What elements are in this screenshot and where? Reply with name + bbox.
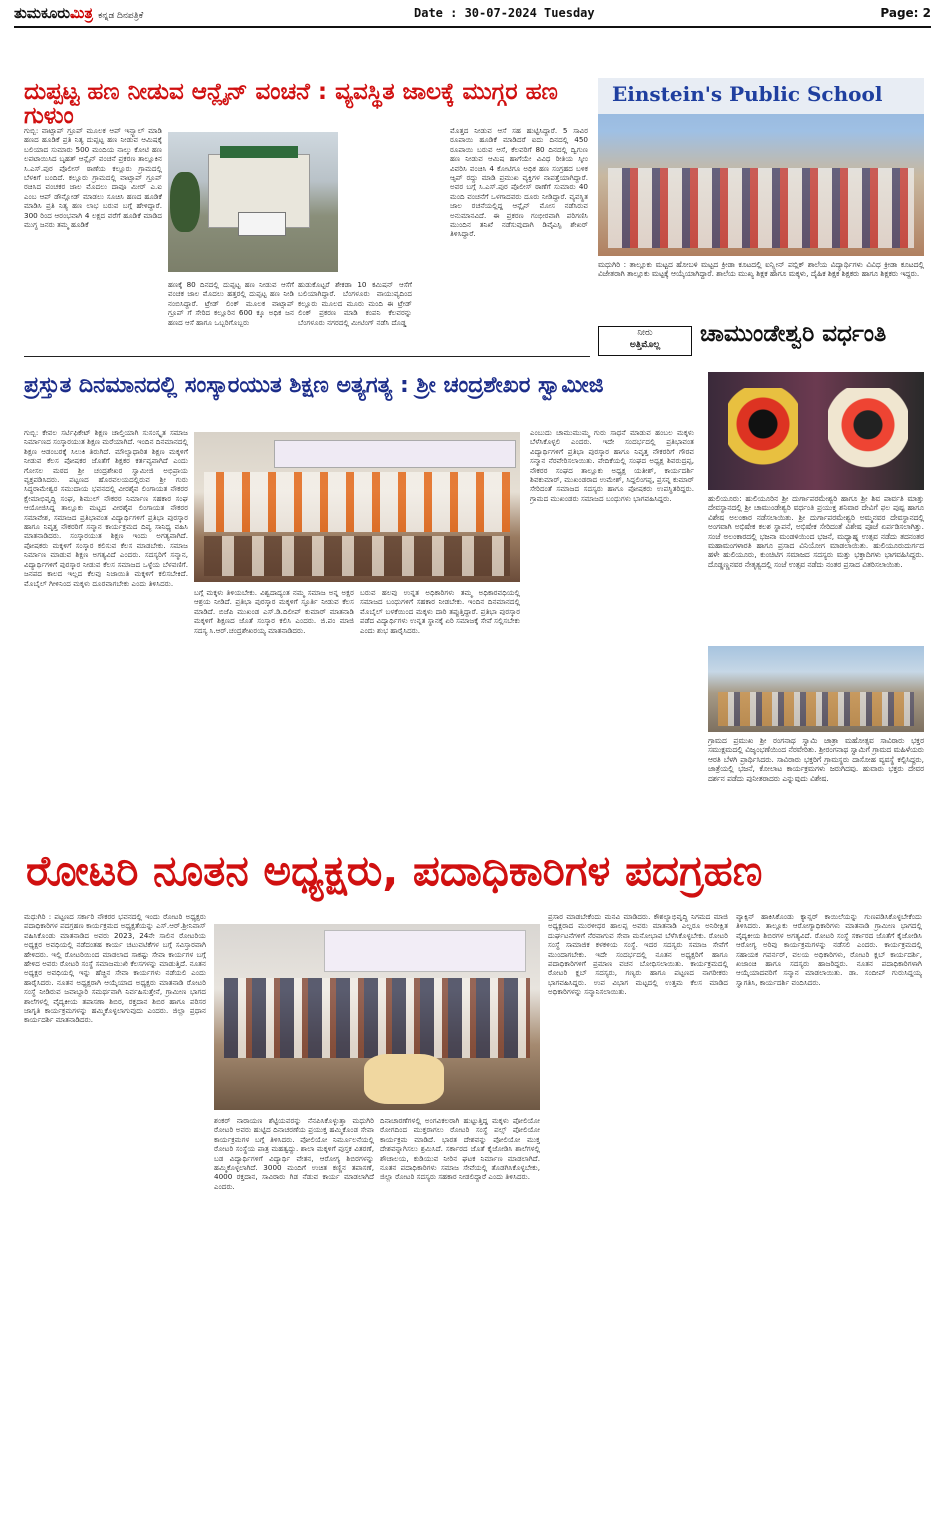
rotary-banner bbox=[324, 930, 526, 972]
story3-headline: ರೋಟರಿ ನೂತನ ಅಧ್ಯಕ್ಷರು, ಪದಾಧಿಕಾರಿಗಳ ಪದಗ್ರಹಣ bbox=[26, 846, 763, 895]
students-group bbox=[608, 168, 914, 248]
chamundeshwari-headline: ಚಾಮುಂಡೇಶ್ವರಿ ವರ್ಧಂತಿ bbox=[700, 321, 887, 347]
chamundeshwari-caption1: ಹುಲಿಯೂರು: ಹುಲಿಯೂರಿನ ಶ್ರೀ ದುರ್ಗಾಪರಮೇಶ್ವರಿ ಹಾಗೂ ಶ್ರೀ ಶಿವ ಪಾರ್ವತಿ ಮಾತ್ತು ದೇವಸ್ಥಾನದಲ್ಲಿ ಶ್ರೀ ಚಾಮುಂಡೇಶ್ವರಿ ವರ್ಧಂತಿ ಪ್ರಯುಕ್ತ ಶನಿವಾರ ದೇವಿಗೆ ಫಲ ಪುಷ್ಪ ಹಾಗೂ ವಿಶೇಷ ಅಲಂಕಾರ ನಡೆಸಲಾಯಿತು. ಶ್ರೀ ದುರ್ಗಾಪರಮೇಶ್ವರಿ ಅಮ್ಮನವರ ದೇವಸ್ಥಾನದಲ್ಲಿ ಅಂಗವಾಗಿ ಅಭಿಷೇಕ ಕಲಶ ಸ್ಥಾಪನೆ, ಅಭಿಷೇಕ ಸೇರಿದಂತೆ ವಿಶೇಷ ಪೂಜೆ ಏರ್ಪಡಿಸಲಾಗಿತ್ತು. ಸಂಜೆ ಅಲಂಕಾರದಲ್ಲಿ ಭಜನಾ ಮಂಡಳಿಯಿಂದ ಭಜನೆ, ಮಧ್ಯಾಹ್ನ ಉತ್ಸವ ನಡೆದು ತದನಂತರ ಮಹಾಮಂಗಳಾರತಿ ಹಾಗೂ ಪ್ರಸಾದ ವಿನಿಯೋಗ ಮಾಡಲಾಯಿತು. ಹುಲಿಯೂರುದುರ್ಗದ ಹಳೇ ಹುಲಿಯೂರು, ಕುಂಚಿಟಿಗ ಸಮಾಜದ ಸದಸ್ಯರು ಮತ್ತು ಭಕ್ತಾದಿಗಳು ಭಾಗವಹಿಸಿದ್ದರು. ದೊಡ್ಡಣ್ಣನವರ ನೇತೃತ್ವದಲ್ಲಿ ಸಂಜೆ ಉತ್ಸವ ನಡೆದು ನಂತರ ಪ್ರಸಾದ ವಿತರಿಸಲಾಯಿತು. bbox=[708, 494, 924, 569]
school-caption: ಮಧುಗಿರಿ : ತಾಲ್ಲೂಕು ಮಟ್ಟದ ಹೋಬಳಿ ಮಟ್ಟದ ಕ್ರೀಡಾ ಕೂಟದಲ್ಲಿ ಐನ್ಸ್ಟೀನ್ ಪಬ್ಲಿಕ್ ಶಾಲೆಯ ವಿದ್ಯಾರ್ಥಿಗಳು ವಿವಿಧ ಕ್ರೀಡಾ ಕೂಟದಲ್ಲಿ ವಿಜೇತರಾಗಿ ತಾಲ್ಲೂಕು ಮಟ್ಟಕ್ಕೆ ಆಯ್ಕೆಯಾಗಿದ್ದಾರೆ. ಶಾಲೆಯ ಮುಖ್ಯ ಶಿಕ್ಷಕ ಹಾಗೂ ಮಕ್ಕಳು, ದೈಹಿಕ ಶಿಕ್ಷಕ ಶಿಕ್ಷಕರು ಹಾಗೂ ಶಿಕ್ಷಕರು ಇದ್ದರು. bbox=[598, 260, 924, 279]
deity-left bbox=[728, 388, 798, 478]
station-sign bbox=[220, 146, 298, 158]
police-station-photo bbox=[168, 132, 338, 272]
story3-col3: ದಿನಾಚಾರಣೆಗಳಲ್ಲಿ ಅಂಗವಿಕಲರಾಗಿ ಹುಟ್ಟುತ್ತಿದ್ದ ಮಕ್ಕಳು ಪೋಲಿಯೋ ರೋಗದಿಂದ ಮುಕ್ತರಾಗಲು ರೋಟರಿ ಸಂಸ್ಥೆ ಪಲ್ಸ್ ಪೋಲಿಯೋ ಕಾರ್ಯಕ್ರಮ ಮಾಡಿದೆ. ಭಾರತ ದೇಶವನ್ನು ಪೋಲಿಯೋ ಮುಕ್ತ ದೇಶವನ್ನಾಗಿಸಲು ಶ್ರಮಿಸಿದೆ. ಸರ್ಕಾರದ ಜೊತೆ ಕೈಜೋಡಿಸಿ ಶಾಲೆಗಳಲ್ಲಿ ಶೌಚಾಲಯ, ಕುಡಿಯುವ ನೀರಿನ ಘಟಕ ನಿರ್ಮಾಣ ಮಾಡಲಾಗಿದೆ. ನೂತನ ಪದಾಧಿಕಾರಿಗಳು ಸಮಾಜ ಸೇವೆಯಲ್ಲಿ ತೊಡಗಿಸಿಕೊಳ್ಳಬೇಕು, ಜಿಲ್ಲಾ ರೋಟರಿ ಸದಸ್ಯರು ಸಹಕಾರ ನೀಡಲಿದ್ದಾರೆ ಎಂದು ತಿಳಿಸಿದರು. bbox=[380, 1116, 540, 1182]
issue-date: Date : 30-07-2024 Tuesday bbox=[414, 6, 595, 20]
logo-part1: ತುಮಕೂರು bbox=[14, 4, 71, 22]
swamiji-event-photo bbox=[194, 432, 520, 582]
story1-col2: ಹಣಕ್ಕೆ 80 ದಿನದಲ್ಲಿ ದುಪ್ಪಟ್ಟ ಹಣ ನೀಡುವ ಆಸೆಗೆ ವಂಚಕ ಜಾಲ ಮೊದಲು ಹತ್ತರಲ್ಲಿ ದುಪ್ಪಟ್ಟ ಹಣ ನೀಡಿ ನಂಬಿಸಿದ್ದಾರೆ. ಟ್ರೇಡ್ ಲಿಂಕ್ ಮೂಲಕ ವಾಟ್ಸಾಪ್ ಗ್ರೂಪ್ ಗೆ ಸೇರಿದ ಕಲ್ಲೂರಿನ 600 ಕ್ಕೂ ಅಧಿಕ ಜನ ಹಣದ ಆಸೆ ಹಾಗೂ ಒಬ್ಬರಿಗೊಬ್ಬರು bbox=[168, 280, 294, 327]
chamundeshwari-caption2: ಗ್ರಾಮದ ಪ್ರಮುಖ ಶ್ರೀ ರಂಗನಾಥ ಸ್ವಾಮಿ ಜಾತ್ರಾ ಮಹೋತ್ಸವ ಸಾವಿರಾರು ಭಕ್ತರ ಸಮುಕ್ಷಮದಲ್ಲಿ ವಿಜೃಂಭಣೆಯಿಂದ ನೆರವೇರಿತು. ಶ್ರೀರಂಗನಾಥ ಸ್ವಾಮಿಗೆ ಗ್ರಾಮದ ಮಹಿಳೆಯರು ಆರತಿ ಬೆಳಗಿ ಪ್ರಾರ್ಥಿಸಿದರು. ಸಾವಿರಾರು ಭಕ್ತರಿಗೆ ಗ್ರಾಮಸ್ಥರು ದಾಸೋಹ ವ್ಯವಸ್ಥೆ ಕಲ್ಪಿಸಿದ್ದರು, ಜಾತ್ರೆಯಲ್ಲಿ ಭಜನೆ, ಕೋಲಾಟ ಕಾರ್ಯಕ್ರಮಗಳು ಜರುಗಿದವು. ಹುವಾರು ಭಕ್ತರು ದೇವರ ದರ್ಶನ ಪಡೆದು ಪುನೀತರಾದರು ಎನ್ನುವುದು ವಿಶೇಷ. bbox=[708, 736, 924, 783]
school-sign: Einstein's Public School bbox=[612, 82, 883, 106]
deity-photo bbox=[708, 372, 924, 490]
masthead-logo bbox=[14, 4, 143, 22]
section-divider bbox=[24, 356, 590, 357]
story2-headline: ಪ್ರಸ್ತುತ ದಿನಮಾನದಲ್ಲಿ ಸಂಸ್ಕಾರಯುತ ಶಿಕ್ಷಣ ಅತ್ಯಗತ್ಯ : ಶ್ರೀ ಚಂದ್ರಶೇಖರ ಸ್ವಾಮೀಜಿ bbox=[24, 373, 604, 398]
columnist-box-line1: ನೀರು bbox=[637, 328, 653, 338]
story1-col1: ಗುಬ್ಬಿ: ವಾಟ್ಸಾಪ್ ಗ್ರೂಪ್ ಮೂಲಕ ಆಪ್ ಇನ್ಸ್ಟಾಲ್ ಮಾಡಿ ಹಣದ ಹೂಡಿಕೆ ಪ್ರತಿ ನಿತ್ಯ ದುಪ್ಪಟ್ಟ ಹಣ ನೀಡುವ ಆಮಿಷಕ್ಕೆ ಬಲಿಯಾದ ಸುಮಾರು 500 ಮಂದಿಯ ನಾಲ್ಕು ಕೋಟಿ ಹಣ ಲಪಟಾಯಿಸಿದ ಬೃಹತ್ ಆನ್ಲೈನ್ ವಂಚನೆ ಪ್ರಕರಣ ತಾಲ್ಲೂಕಿನ ಸಿ.ಎಸ್.ಪುರ ಪೊಲೀಸ್ ಠಾಣೆಯ ಕಲ್ಲೂರು ಗ್ರಾಮದಲ್ಲಿ ಬೆಳಕಿಗೆ ಬಂದಿದೆ. ಕಲ್ಲೂರು ಗ್ರಾಮದಲ್ಲಿ ವಾಟ್ಸಾಪ್ ಗ್ರೂಪ್ ರಚಿಸಿದ ವಂಚಕರ ಜಾಲ ಮೊದಲು ದಾವೂ ಮೀರ್ ಎ.ಐ ಎಂಬ ಆಪ್ ಡೌನ್ಲೋಡ್ ಮಾಡಲು ಸೂಚಿಸಿ ಹಣದ ಹೂಡಿಕೆ ಮಾಡಿಸಿ ಪ್ರತಿ ನಿತ್ಯ ಹಣ ಲಾಭ ಬರುವ ಬಗ್ಗೆ ಹೇಳಿದ್ದಾರೆ. 300 ರಿಂದ ಆರಂಭವಾಗಿ 4 ಲಕ್ಷದ ವರೆಗೆ ಹೂಡಿಕೆ ಮಾಡಿದ ಮುಗ್ಧ ಜನರು ತಮ್ಮ ಹೂಡಿಕೆ bbox=[24, 126, 162, 230]
seated-row bbox=[204, 536, 510, 576]
story3-col2: ಶಂಕರ್ ನಾರಾಯಣ ಶೆಟ್ಟಿಯವರನ್ನು ನೆನಪಿಸಿಕೊಳ್ಳುತ್ತಾ ಮಧುಗಿರಿ ರೋಟರಿ ಅವರು ಹುಟ್ಟಿದ ದಿನಾಚರಣೆಯ ಪ್ರಯುಕ್ತ ಹಮ್ಮಿಕೊಂಡ ಸೇವಾ ಕಾರ್ಯಕ್ರಮಗಳ ಬಗ್ಗೆ ತಿಳಿಸಿದರು. ಪೋಲಿಯೋ ನಿರ್ಮೂಲನೆಯಲ್ಲಿ ರೋಟರಿ ಸಂಸ್ಥೆಯ ಪಾತ್ರ ಮಹತ್ವದ್ದು. ಶಾಲಾ ಮಕ್ಕಳಿಗೆ ಪುಸ್ತಕ ವಿತರಣೆ, ಬಡ ವಿದ್ಯಾರ್ಥಿಗಳಿಗೆ ವಿದ್ಯಾರ್ಥಿ ವೇತನ, ಆರೋಗ್ಯ ಶಿಬಿರಗಳನ್ನು ಹಮ್ಮಿಕೊಳ್ಳಲಾಗಿದೆ. 3000 ಮಂದಿಗೆ ಉಚಿತ ಕಣ್ಣಿನ ತಪಾಸಣೆ, 4000 ರಕ್ತದಾನ, ಸಾವಿರಾರು ಗಿಡ ನೆಡುವ ಕಾರ್ಯ ಮಾಡಲಾಗಿದೆ ಎಂದರು. bbox=[214, 1116, 374, 1191]
rotary-event-photo bbox=[214, 924, 540, 1110]
story1-col3: ಹುಡುಕೊಟ್ಟರೆ ಶೇಕಡಾ 10 ಕಮಿಷನ್ ಆಸೆಗೆ ಬಲಿಯಾಗಿದ್ದಾರೆ. ಬೆಂಗಳೂರು ವಾಯುವ್ಯದಿಂದ ಕಲ್ಲೂರು ಮೂಲದ ಮೂರು ಮಂದಿ ಈ ಟ್ರೇಡ್ ಲಿಂಕ್ ಪ್ರಕರಣ ಮಾಡಿ ಕಂಪನಿ ಕೆಲವರನ್ನು ಬೆಂಗಳೂರು ನಗರದಲ್ಲಿ ಮೀಟಿಂಗ್ ನಡೆಸಿ ದೊಡ್ಡ bbox=[298, 280, 412, 327]
jatra-photo bbox=[708, 646, 924, 732]
logo-sub: ಕನ್ನಡ ದಿನಪತ್ರಿಕೆ bbox=[98, 11, 144, 21]
logo-part2: ಮಿತ್ರ bbox=[70, 4, 93, 22]
guests-row bbox=[204, 472, 510, 532]
event-banner bbox=[274, 440, 516, 468]
page-number: Page: 2 bbox=[880, 6, 931, 20]
masthead bbox=[14, 4, 931, 28]
story3-col5: ವ್ಯಾಕ್ಸಿನ್ ಹಾಕಿಸಿಕೊಂಡು ಕ್ಯಾನ್ಸರ್ ಕಾಯಿಲೆಯನ್ನು ಗುಣಪಡಿಸಿಕೊಳ್ಳಬೇಕೆಂದು ತಿಳಿಸಿದರು. ತಾಲ್ಲೂಕು ಆರೋಗ್ಯಾಧಿಕಾರಿಗಳು ಮಾತನಾಡಿ ಗ್ರಾಮೀಣ ಭಾಗದಲ್ಲಿ ವೈದ್ಯಕೀಯ ಶಿಬಿರಗಳ ಅಗತ್ಯವಿದೆ. ರೋಟರಿ ಸಂಸ್ಥೆ ಸರ್ಕಾರದ ಜೊತೆಗೆ ಕೈಜೋಡಿಸಿ ಆರೋಗ್ಯ ಅರಿವು ಕಾರ್ಯಕ್ರಮಗಳನ್ನು ನಡೆಸಲಿ ಎಂದರು. ಕಾರ್ಯಕ್ರಮದಲ್ಲಿ ಸಹಾಯಕ ಗವರ್ನರ್, ವಲಯ ಅಧಿಕಾರಿಗಳು, ರೋಟರಿ ಕ್ಲಬ್ ಕಾರ್ಯದರ್ಶಿ, ಖಜಾಂಚಿ ಹಾಗೂ ಸದಸ್ಯರು ಹಾಜರಿದ್ದರು. ನೂತನ ಪದಾಧಿಕಾರಿಗಳಾಗಿ ಆಯ್ಕೆಯಾದವರಿಗೆ ಸನ್ಮಾನ ಮಾಡಲಾಯಿತು. ಡಾ. ಸಂದೀಪ್ ಗುರುಸಿದ್ದಯ್ಯ ಸ್ವಾಗತಿಸಿ, ಕಾರ್ಯದರ್ಶಿ ವಂದಿಸಿದರು. bbox=[736, 912, 922, 987]
honoured-guests bbox=[364, 1054, 444, 1104]
story2-col3: ಬರುವ ಹಲವು ಉನ್ನತ ಅಧಿಕಾರಿಗಳು ತಮ್ಮ ಅಧಿಕಾರವಧಿಯಲ್ಲಿ ಸಮಾಜದ ಬಂಧುಗಳಿಗೆ ಸಹಕಾರ ನೀಡಬೇಕು. ಇಂದಿನ ದಿನಮಾನದಲ್ಲಿ ಮೊಬೈಲ್ ಬಳಕೆಯಿಂದ ಮಕ್ಕಳು ದಾರಿ ತಪ್ಪುತ್ತಿದ್ದಾರೆ. ಪ್ರತಿಭಾ ಪುರಸ್ಕಾರ ಪಡೆದ ವಿದ್ಯಾರ್ಥಿಗಳು ಉನ್ನತ ಸ್ಥಾನಕ್ಕೆ ಏರಿ ಸಮಾಜಕ್ಕೆ ಸೇವೆ ಸಲ್ಲಿಸಬೇಕು ಎಂದು ಶುಭ ಹಾರೈಸಿದರು. bbox=[360, 588, 520, 635]
rotary-members bbox=[224, 978, 530, 1058]
story2-col2: ಬಗ್ಗೆ ಮಕ್ಕಳು ತಿಳಿಯಬೇಕು. ವಿಶ್ವದಾದ್ಯಂತ ನಮ್ಮ ಸಮಾಜ ಅನ್ನ ಅಕ್ಷರ ಆಶ್ರಯ ನೀಡಿದೆ. ಪ್ರತಿಭಾ ಪುರಸ್ಕಾರ ಮಕ್ಕಳಿಗೆ ಸ್ಫೂರ್ತಿ ನೀಡುವ ಕೆಲಸ ಮಾಡಿದೆ. ಬಿಜೆಪಿ ಮುಖಂಡ ಎಸ್.ಡಿ.ದಿಲೀಪ್ ಕುಮಾರ್ ಮಾತನಾಡಿ ಮಕ್ಕಳಿಗೆ ಶಿಕ್ಷಣದ ಜೊತೆ ಸಂಸ್ಕಾರ ಕಲಿಸಿ ಎಂದರು. ಜಿ.ಪಂ ಮಾಜಿ ಸದಸ್ಯ ಸಿ.ಆರ್.ಚಂದ್ರಶೇಖರಯ್ಯ ಮಾತನಾಡಿದರು. bbox=[194, 588, 354, 635]
story1-headline: ದುಪ್ಪಟ್ಟ ಹಣ ನೀಡುವ ಆನ್ಲೈನ್ ವಂಚನೆ : ವ್ಯವಸ್ಥಿತ ಜಾಲಕ್ಕೆ ಮುಗ್ಗರ ಹಣ ಗುಳುಂ bbox=[24, 79, 558, 130]
deity-right bbox=[828, 388, 908, 480]
story3-col1: ಮಧುಗಿರಿ : ಪಟ್ಟಣದ ಸರ್ಕಾರಿ ನೌಕರರ ಭವನದಲ್ಲಿ ಇಂದು ರೋಟರಿ ಅಧ್ಯಕ್ಷರು ಪದಾಧಿಕಾರಿಗಳ ಪದಗ್ರಹಣ ಕಾರ್ಯಕ್ರಮದ ಅಧ್ಯಕ್ಷತೆಯನ್ನು ಎಸ್.ಆರ್.ಶ್ರೀನಿವಾಸ್ ವಹಿಸಿಕೊಂಡು ಮಾತನಾಡಿದ ಅವರು 2023, 24ನೇ ಸಾಲಿನ ರೋಟರಿಯ ಅಧ್ಯಕ್ಷರ ಅವಧಿಯಲ್ಲಿ ನಡೆದಂತಹ ಕಾರ್ಯ ಚಟುವಟಿಕೆಗಳ ಬಗ್ಗೆ ಸವಿಸ್ತಾರವಾಗಿ ಹೇಳಿದರು. ಇಲ್ಲಿ ರೋಟರಿಯಿಂದ ಮಾಡಲಾದ ಸಾಕಷ್ಟು ಸೇವಾ ಕಾರ್ಯಗಳ ಬಗ್ಗೆ ಹೇಳಿದ ಅವರು ರೋಟರಿ ಸಂಸ್ಥೆ ಸಮಾಜಮುಖಿ ಕೆಲಸಗಳನ್ನು ಮಾಡುತ್ತಿದೆ. ನೂತನ ಅಧ್ಯಕ್ಷರ ಅವಧಿಯಲ್ಲಿ ಇನ್ನು ಹೆಚ್ಚಿನ ಸೇವಾ ಕಾರ್ಯಗಳು ನಡೆಯಲಿ ಎಂದು ಹಾರೈಸಿದರು. ನೂತನ ಅಧ್ಯಕ್ಷರಾಗಿ ಆಯ್ಕೆಯಾದ ಅಧ್ಯಕ್ಷರು ಮಾತನಾಡಿ ರೋಟರಿ ಸಂಸ್ಥೆ ನೀಡಿರುವ ಜವಾಬ್ದಾರಿ ಸಮರ್ಥವಾಗಿ ನಿರ್ವಹಿಸುತ್ತೇನೆ, ಗ್ರಾಮೀಣ ಭಾಗದ ಶಾಲೆಗಳಲ್ಲಿ ವೈದ್ಯಕೀಯ ತಪಾಸಣಾ ಶಿಬಿರ, ರಕ್ತದಾನ ಶಿಬಿರ ಹಾಗೂ ಪರಿಸರ ಜಾಗೃತಿ ಕಾರ್ಯಕ್ರಮಗಳನ್ನು ಹಮ್ಮಿಕೊಳ್ಳಲಾಗುವುದು ಎಂದರು. ಜಿಲ್ಲಾ ಪ್ರಧಾನ ಕಾರ್ಯದರ್ಶಿ ಮಾತನಾಡಿದರು. bbox=[24, 912, 206, 1025]
story1-col4: ಮೊತ್ತದ ನೀಡುವ ಆಸೆ ಸಹ ಹುಟ್ಟಿಸಿದ್ದಾರೆ. 5 ಸಾವಿರ ರೂಪಾಯಿ ಹೂಡಿಕೆ ಮಾಡಿದರೆ ಐದು ದಿನದಲ್ಲಿ 450 ರೂಪಾಯಿ ಬರುವ ಆಸೆ, ಕೆಲವರಿಗೆ 80 ದಿನದಲ್ಲಿ ದ್ವಿಗುಣ ಹಣ ನೀಡುವ ಆಮಿಷ ಹಾಗೆಯೇ ವಿವಿಧ ರೀತಿಯ ಸ್ಕೀಂ ವಿವರಿಸಿ ವಂಚಿಸಿ 4 ಕೋಟಿಗೂ ಅಧಿಕ ಹಣ ಸಂಗ್ರಹದ ಬಳಿಕ ಆ್ಯಪ್ ರದ್ದು ಮಾಡಿ ಪ್ರಮುಖ ವ್ಯಕ್ತಿಗಳ ನಾಪತ್ತೆಯಾಗಿದ್ದಾರೆ. ಅವರ ಬಗ್ಗೆ ಸಿ.ಎಸ್.ಪುರ ಪೊಲೀಸ್ ಠಾಣೆಗೆ ಸುಮಾರು 40 ಮಂದಿ ವಂಚನೆಗೆ ಒಳಗಾದವರು ದೂರು ನೀಡಿದ್ದಾರೆ. ವ್ಯವಸ್ಥಿತ ಜಾಲ ರಚನೆಯಲ್ಲಿದ್ದ ಆನ್ಲೈನ್ ಮೋಸ ನಡೆಸಿರುವ ಅನುಮಾನವಿದೆ. ಈ ಪ್ರಕರಣ ಗಂಭೀರವಾಗಿ ಪರಿಗಣಿಸಿ ಮುಂದಿನ ತನಿಖೆ ನಡೆಸುವುದಾಗಿ ಡಿವೈಎಸ್ಪಿ ಶೇಖರ್ ತಿಳಿಸಿದ್ದಾರೆ. bbox=[450, 126, 588, 239]
police-vehicle bbox=[238, 212, 286, 236]
story3-col4: ಪ್ರಸಾರ ಮಾಡಬೇಕೆಂದು ಮನವಿ ಮಾಡಿದರು. ಕೌಶಲ್ಯಾಭಿವೃದ್ಧಿ ನಿಗಮದ ಮಾಜಿ ಅಧ್ಯಕ್ಷರಾದ ಮುರಳೀಧರ ಹಾಲಪ್ಪ ಅವರು ಮಾತನಾಡಿ ಎಲ್ಲರೂ ಅನಿರೀಕ್ಷಿತ ದುರ್ಘಟನೆಗಳಿಗೆ ನೆರವಾಗುವ ಸೇವಾ ಮನೋಭಾವ ಬೆಳೆಸಿಕೊಳ್ಳಬೇಕು. ರೋಟರಿ ಸಂಸ್ಥೆ ಸಾಮಾಜಿಕ ಕಳಕಳಿಯ ಸಂಸ್ಥೆ. ಇದರ ಸದಸ್ಯರು ಸಮಾಜ ಸೇವೆಗೆ ಮುಂದಾಗಬೇಕು. ಇದೇ ಸಂದರ್ಭದಲ್ಲಿ ನೂತನ ಅಧ್ಯಕ್ಷರಿಗೆ ಹಾಗೂ ಪದಾಧಿಕಾರಿಗಳಿಗೆ ಪ್ರಮಾಣ ವಚನ ಬೋಧಿಸಲಾಯಿತು. ಕಾರ್ಯಕ್ರಮದಲ್ಲಿ ರೋಟರಿ ಕ್ಲಬ್ ಸದಸ್ಯರು, ಗಣ್ಯರು ಹಾಗೂ ಪಟ್ಟಣದ ನಾಗರೀಕರು ಭಾಗವಹಿಸಿದ್ದರು. ಉಪ ವಿಭಾಗ ಮಟ್ಟದಲ್ಲಿ ಉತ್ತಮ ಕೆಲಸ ಮಾಡಿದ ಅಧಿಕಾರಿಗಳನ್ನು ಸನ್ಮಾನಿಸಲಾಯಿತು. bbox=[548, 912, 728, 997]
columnist-box-line2: ಅತ್ತಿಮೊಲ್ಲ bbox=[629, 340, 661, 350]
devotees-row bbox=[718, 692, 914, 726]
story2-col1: ಗುಬ್ಬಿ: ಕೇವಲ ಸರ್ಟಿಫಿಕೇಟ್ ಶಿಕ್ಷಣ ಚಾಲ್ತಿಯಾಗಿ ಸುಸಂಸ್ಕೃತ ಸಮಾಜ ನಿರ್ಮಾಣದ ಸಂಸ್ಕಾರಯುತ ಶಿಕ್ಷಣ ಮರೆಯಾಗಿದೆ. ಇಂದಿನ ದಿನಮಾನದಲ್ಲಿ ಶಿಕ್ಷಣ ಆಡಂಬರಕ್ಕೆ ಸಿಲುಕಿ ತಿರುಗಿದೆ. ಮೌಲ್ಯಾಧಾರಿತ ಶಿಕ್ಷಣ ಮಕ್ಕಳಿಗೆ ನೀಡುವ ಕೆಲಸ ಪೋಷಕರ ಜೊತೆಗೆ ಶಿಕ್ಷಕರ ಕರ್ತವ್ಯವಾಗಿದೆ ಎಂದು ಗೋಸಲ ಮಠದ ಶ್ರೀ ಚಂದ್ರಶೇಖರ ಸ್ವಾಮೀಜಿ ಅಭಿಪ್ರಾಯ ವ್ಯಕ್ತಪಡಿಸಿದರು. ಪಟ್ಟಣದ ಹೊರವಲಯದಲ್ಲಿರುವ ಶ್ರೀ ಗುರು ಸಿದ್ಧರಾಮೇಶ್ವರ ಸಮುದಾಯ ಭವನದಲ್ಲಿ ವೀರಶೈವ ಲಿಂಗಾಯತ ನೌಕರರ ಕ್ಷೇಮಾಭಿವೃದ್ಧಿ ಸಂಘ, ಶಿಮುಲ್ ನೌಕರರ ನಿರ್ಮಾಣ ಸಹಕಾರ ಸಂಘ ಆಯೋಜಿಸಿದ್ದ ತಾಲ್ಲೂಕು ಮಟ್ಟದ ವೀರಶೈವ ಲಿಂಗಾಯತ ನೌಕರರ ಸಮಾವೇಶ, ಸಮಾಜದ ಪ್ರತಿಭಾವಂತ ವಿದ್ಯಾರ್ಥಿಗಳಿಗೆ ಪ್ರತಿಭಾ ಪುರಸ್ಕಾರ ಹಾಗೂ ನಿವೃತ್ತ ನೌಕರರಿಗೆ ಸನ್ಮಾನ ಕಾರ್ಯಕ್ರಮದ ದಿವ್ಯ ಸಾನಿಧ್ಯ ವಹಿಸಿ ಮಾತನಾಡಿದರು. ಸಂಸ್ಕಾರಯುತ ಶಿಕ್ಷಣ ಇಂದು ಅಗತ್ಯವಾಗಿದೆ. ಪೋಷಕರು ಮಕ್ಕಳಿಗೆ ಸಂಸ್ಕಾರ ಕಲಿಸುವ ಕೆಲಸ ಮಾಡಬೇಕು. ಸಮಾಜ ನಿರ್ಮಾಣ ಮಾಡುವ ಶಿಕ್ಷಣ ಅಗತ್ಯವಿದೆ ಎಂದರು. ಸದಸ್ಯರಿಗೆ ಸನ್ಮಾನ, ವಿದ್ಯಾರ್ಥಿಗಳಿಗೆ ಪುರಸ್ಕಾರ ನೀಡುವ ಕೆಲಸ ಸಮಾಜದ ಒಳ್ಳೆಯ ಬೆಳವಣಿಗೆ. ಜನಪದ ಕಾಲದ ಇಲ್ಲದ ಕೆಲವು ನಿಜಾಯಿತಿ ಮಕ್ಕಳಿಗೆ ಕಲಿಸಬೇಕಿದೆ. ಮೊಬೈಲ್ ಗೀಳಿನಿಂದ ಮಕ್ಕಳು ದೂರವಾಗಬೇಕು ಎಂದು ತಿಳಿಸಿದರು. bbox=[24, 428, 188, 588]
columnist-box bbox=[598, 326, 692, 356]
school-photo bbox=[598, 78, 924, 256]
tree bbox=[170, 172, 200, 232]
story2-col4: ಎಂಬುದು ಚಾಮುಮುಮ್ಮ ಗುರು ಸಾಧನೆ ಮಾಡುವ ಹಂಬಲ ಮಕ್ಕಳು ಬೆಳೆಸಿಕೊಳ್ಳಲಿ ಎಂದರು. ಇದೇ ಸಂದರ್ಭದಲ್ಲಿ ಪ್ರತಿಭಾವಂತ ವಿದ್ಯಾರ್ಥಿಗಳಿಗೆ ಪ್ರತಿಭಾ ಪುರಸ್ಕಾರ ಹಾಗೂ ನಿವೃತ್ತ ನೌಕರರಿಗೆ ಗೌರವ ಸನ್ಮಾನ ನೆರವೇರಿಸಲಾಯಿತು. ವೇದಿಕೆಯಲ್ಲಿ ಸಂಘದ ಅಧ್ಯಕ್ಷ ಶಿವರುದ್ರಪ್ಪ, ನೌಕರರ ಸಂಘದ ತಾಲ್ಲೂಕು ಅಧ್ಯಕ್ಷ ಯತೀಶ್, ಕಾರ್ಯದರ್ಶಿ ಶಿವಕುಮಾರ್, ಮುಖಂಡರಾದ ಉಮೇಶ್, ಸಿದ್ದಲಿಂಗಪ್ಪ, ಪ್ರಸನ್ನ ಕುಮಾರ್ ಸೇರಿದಂತೆ ಸಮಾಜದ ಸದಸ್ಯರು ಹಾಗೂ ಪೋಷಕರು ಉಪಸ್ಥಿತರಿದ್ದರು. ಗ್ರಾಮದ ಮುಖಂಡರು ಸಮಾಜದ ಬಂಧುಗಳು ಭಾಗವಹಿಸಿದ್ದರು. bbox=[530, 428, 694, 503]
